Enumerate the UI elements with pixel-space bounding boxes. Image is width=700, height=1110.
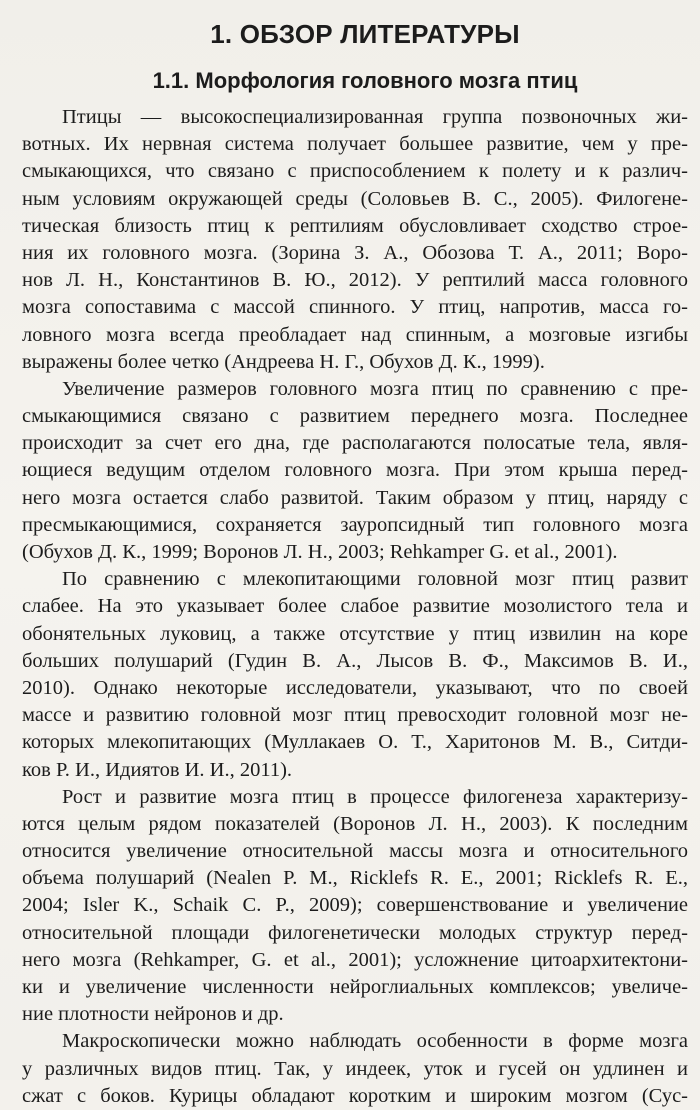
body-text <box>22 104 688 1110</box>
text-line: сжат с боков. Курицы обладают коротким и широким мозгом (Сус- <box>22 1084 688 1107</box>
text-line: Рост и развитие мозга птиц в процессе филогенеза характеризу- <box>62 785 688 808</box>
text-line: у различных видов птиц. Так, у индеек, уток и гусей он удлинен и <box>22 1057 688 1080</box>
text-line: Птицы — высокоспециализированная группа позвоночных жи- <box>62 106 688 128</box>
text-line: слабее. На это указывает более слабое развитие мозолистого тела и <box>22 595 688 618</box>
text-line: обонятельных луковиц, а также отсутствие у птиц извилин на коре <box>22 622 688 645</box>
chapter-title: 1. ОБЗОР ЛИТЕРАТУРЫ <box>210 19 520 49</box>
text-line: Увеличение размеров головного мозга птиц по сравнению с пре- <box>62 377 688 400</box>
text-line: Макроскопически можно наблюдать особенности в форме мозга <box>62 1030 688 1053</box>
text-line: тическая близость птиц к рептилиям обусловливает сходство строе- <box>22 214 688 237</box>
text-line: По сравнению с млекопитающими головной мозг птиц развит <box>62 568 688 591</box>
text-line: него мозга (Rehkamper, G. et al., 2001); усложнение цитоархитектони- <box>22 948 688 971</box>
text-line: него мозга остается слабо развитой. Таким образом у птиц, наряду с <box>22 486 688 509</box>
paragraph <box>22 566 688 784</box>
paragraph <box>22 104 688 376</box>
text-line: вотных. Их нервная система получает большее развитие, чем у пре- <box>22 133 688 156</box>
text-line: ются целым рядом показателей (Воронов Л. Н., 2003). К последним <box>22 812 688 835</box>
text-line: ки и увеличение численности нейроглиальных комплексов; увеличе- <box>22 976 688 998</box>
text-line: ловного мозга всегда преобладает над спинным, а мозговые изгибы <box>22 323 688 346</box>
paragraph <box>22 1028 688 1110</box>
text-line: мозга сопоставима с массой спинного. У птиц, напротив, масса го- <box>22 296 688 319</box>
text-line: пресмыкающимися, сохраняется зауропсидный тип головного мозга <box>22 513 688 536</box>
text-line: 2004; Isler K., Schaik C. P., 2009); совершенствование и увеличение <box>22 894 688 917</box>
text-line: происходит за счет его дна, где располагаются полосатые тела, явля- <box>22 432 688 455</box>
text-line: ным условиям окружающей среды (Соловьев В. С., 2005). Филогене- <box>22 187 688 210</box>
text-line: ков Р. И., Идиятов И. И., 2011). <box>22 758 293 781</box>
text-line: смыкающимися связано с развитием переднего мозга. Последнее <box>22 405 688 428</box>
text-line: выражены более четко (Андреева Н. Г., Обухов Д. К., 1999). <box>22 350 545 373</box>
text-line: объема полушарий (Nealen P. M., Ricklefs R. E., 2001; Ricklefs R. E., <box>22 867 688 890</box>
text-line: больших полушарий (Гудин В. А., Лысов В. Ф., Максимов В. И., <box>22 649 688 672</box>
text-line: которых млекопитающих (Муллакаев О. Т., Харитонов М. В., Ситди- <box>22 731 688 754</box>
text-line: ющиеся ведущим отделом головного мозга. При этом крыша перед- <box>22 459 688 482</box>
text-line: ние плотности нейронов и др. <box>22 1003 284 1026</box>
paragraph <box>22 784 688 1029</box>
text-line: смыкающихся, что связано с приспособлением к полету и к различ- <box>22 160 688 183</box>
text-line: массе и развитию головной мозг птиц превосходит головной мозг не- <box>22 704 688 727</box>
section-title: 1.1. Морфология головного мозга птиц <box>152 68 578 93</box>
text-line: (Обухов Д. К., 1999; Воронов Л. Н., 2003; Rehkamper G. et al., 2001). <box>22 541 618 563</box>
text-line: относится увеличение относительной массы мозга и относительного <box>22 840 688 863</box>
text-line: нов Л. Н., Константинов В. Ю., 2012). У рептилий масса головного <box>22 269 688 292</box>
text-line: ния их головного мозга. (Зорина З. А., Обозова Т. А., 2011; Воро- <box>22 241 688 264</box>
text-line: относительной площади филогенетически молодых структур перед- <box>22 921 688 944</box>
text-line: 2010). Однако некоторые исследователи, указывают, что по своей <box>22 676 688 699</box>
paragraph <box>22 376 688 566</box>
